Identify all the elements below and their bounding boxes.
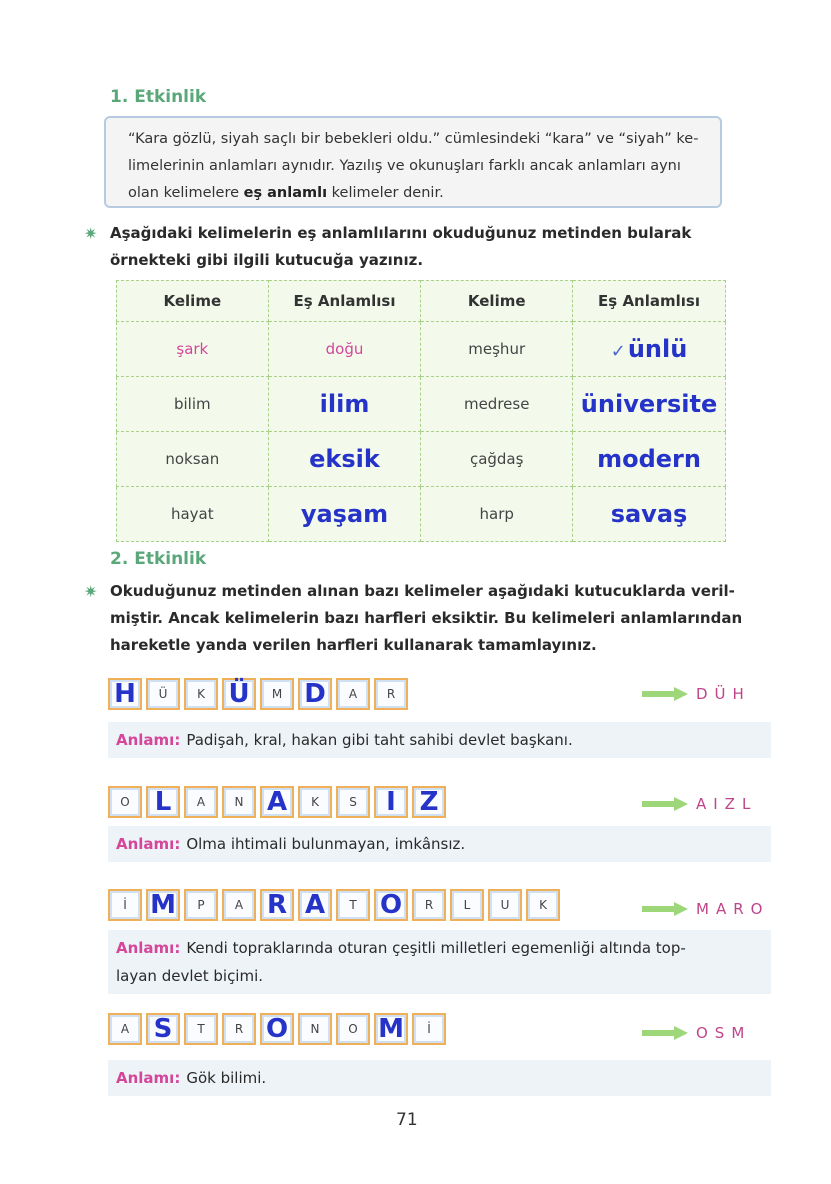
meaning-label: Anlamı: — [116, 835, 181, 853]
activity1-instruction: ✷ Aşağıdaki kelimelerin eş anlamlılarını okuduğunuz metinden bularak örnekteki gibi ilgili kutucuğa yazınız. — [110, 220, 691, 274]
letter-tile-filled[interactable]: Z — [412, 786, 446, 818]
header-synonym-1: Eş Anlamlısı — [268, 281, 421, 322]
meaning-label: Anlamı: — [116, 1069, 181, 1087]
info-line-1: “Kara gözlü, siyah saçlı bir bebekleri oldu.” cümlesindeki “kara” ve “siyah” ke- — [128, 131, 699, 147]
synonym-table — [116, 280, 726, 542]
letter-tile-filled[interactable]: O — [260, 1013, 294, 1045]
hint-letters-1: DÜH — [642, 685, 751, 703]
synonym-cell[interactable]: yaşam — [268, 487, 421, 542]
arrow-right-icon — [642, 687, 688, 701]
letter-tile-filled[interactable]: M — [374, 1013, 408, 1045]
letter-tile[interactable]: T — [184, 1013, 218, 1045]
letter-tile[interactable]: O — [336, 1013, 370, 1045]
arrow-right-icon — [642, 902, 688, 916]
letter-tile-filled[interactable]: R — [260, 889, 294, 921]
synonym-cell[interactable]: üniversite — [573, 377, 726, 432]
letter-tile[interactable]: A — [108, 1013, 142, 1045]
synonym-cell[interactable]: doğu — [268, 322, 421, 377]
letter-tile-filled[interactable]: H — [108, 678, 142, 710]
arrow-right-icon — [642, 797, 688, 811]
hint-letters-3: MARO — [642, 900, 769, 918]
info-bold-term: eş anlamlı — [243, 185, 328, 201]
meaning-box-1: Anlamı: Padişah, kral, hakan gibi taht sahibi devlet başkanı. — [108, 722, 771, 758]
letter-tile[interactable]: M — [260, 678, 294, 710]
activity1-title: 1. Etkinlik — [110, 87, 207, 107]
synonym-cell[interactable]: savaş — [573, 487, 726, 542]
page-number: 71 — [396, 1110, 418, 1130]
letter-tile-filled[interactable]: S — [146, 1013, 180, 1045]
word-tiles-2 — [108, 786, 446, 818]
info-box — [104, 116, 722, 208]
letter-tile[interactable]: K — [526, 889, 560, 921]
letter-tile[interactable]: U — [488, 889, 522, 921]
word-cell: noksan — [117, 432, 269, 487]
letter-tile[interactable]: İ — [108, 889, 142, 921]
word-cell: harp — [421, 487, 573, 542]
table-row — [117, 377, 726, 432]
letter-tile[interactable]: Ü — [146, 678, 180, 710]
arrow-right-icon — [642, 1026, 688, 1040]
header-word-1: Kelime — [117, 281, 269, 322]
letter-tile[interactable]: A — [222, 889, 256, 921]
asterisk-icon: ✷ — [84, 224, 98, 243]
table-row — [117, 432, 726, 487]
activity2-title: 2. Etkinlik — [110, 549, 207, 569]
letter-tile-filled[interactable]: D — [298, 678, 332, 710]
header-synonym-2: Eş Anlamlısı — [573, 281, 726, 322]
word-cell: çağdaş — [421, 432, 573, 487]
letter-tile[interactable]: K — [184, 678, 218, 710]
table-row — [117, 487, 726, 542]
letter-tile-filled[interactable]: M — [146, 889, 180, 921]
hint-letters-2: AIZL — [642, 795, 757, 813]
synonym-cell[interactable]: modern — [573, 432, 726, 487]
meaning-label: Anlamı: — [116, 939, 181, 957]
letter-tile[interactable]: R — [412, 889, 446, 921]
letter-tile-filled[interactable]: I — [374, 786, 408, 818]
word-cell: bilim — [117, 377, 269, 432]
letter-tile[interactable]: İ — [412, 1013, 446, 1045]
letter-tile[interactable]: K — [298, 786, 332, 818]
letter-tile[interactable]: N — [222, 786, 256, 818]
letter-tile[interactable]: N — [298, 1013, 332, 1045]
meaning-box-2: Anlamı: Olma ihtimali bulunmayan, imkânsız. — [108, 826, 771, 862]
letter-tile[interactable]: S — [336, 786, 370, 818]
synonym-cell[interactable]: ✓ünlü — [573, 322, 726, 377]
word-cell: şark — [117, 322, 269, 377]
header-word-2: Kelime — [421, 281, 573, 322]
letter-tile-filled[interactable]: L — [146, 786, 180, 818]
letter-tile[interactable]: R — [222, 1013, 256, 1045]
letter-tile[interactable]: R — [374, 678, 408, 710]
meaning-box-3: Anlamı: Kendi topraklarında oturan çeşitli milletleri egemenliği altında top- layan devlet biçimi. — [108, 930, 771, 994]
word-cell: medrese — [421, 377, 573, 432]
letter-tile-filled[interactable]: Ü — [222, 678, 256, 710]
letter-tile[interactable]: T — [336, 889, 370, 921]
info-line-3: olan kelimelere eş anlamlı kelimeler denir. — [128, 185, 444, 201]
letter-tile[interactable]: A — [184, 786, 218, 818]
letter-tile[interactable]: P — [184, 889, 218, 921]
info-line-2: limelerinin anlamları aynıdır. Yazılış ve okunuşları farklı ancak anlamları aynı — [128, 158, 681, 174]
asterisk-icon: ✷ — [84, 582, 98, 601]
word-cell: hayat — [117, 487, 269, 542]
synonym-cell[interactable]: eksik — [268, 432, 421, 487]
meaning-label: Anlamı: — [116, 731, 181, 749]
letter-tile-filled[interactable]: A — [298, 889, 332, 921]
letter-tile[interactable]: A — [336, 678, 370, 710]
letter-tile[interactable]: O — [108, 786, 142, 818]
synonym-cell[interactable]: ilim — [268, 377, 421, 432]
checkmark-icon: ✓ — [610, 341, 626, 362]
table-header-row — [117, 281, 726, 322]
word-tiles-3 — [108, 889, 560, 921]
word-tiles-4 — [108, 1013, 446, 1045]
word-tiles-1 — [108, 678, 408, 710]
letter-tile-filled[interactable]: O — [374, 889, 408, 921]
letter-tile[interactable]: L — [450, 889, 484, 921]
table-row — [117, 322, 726, 377]
word-cell: meşhur — [421, 322, 573, 377]
hint-letters-4: OSM — [642, 1024, 751, 1042]
letter-tile-filled[interactable]: A — [260, 786, 294, 818]
activity2-instruction: ✷ Okuduğunuz metinden alınan bazı kelimeler aşağıdaki kutucuklarda veril- miştir. Ancak kelimelerin bazı harfleri eksiktir. Bu kelimeleri anlamlarından hareketle yanda verilen harfleri kullanarak tamamlayınız. — [110, 578, 742, 659]
meaning-box-4: Anlamı: Gök bilimi. — [108, 1060, 771, 1096]
